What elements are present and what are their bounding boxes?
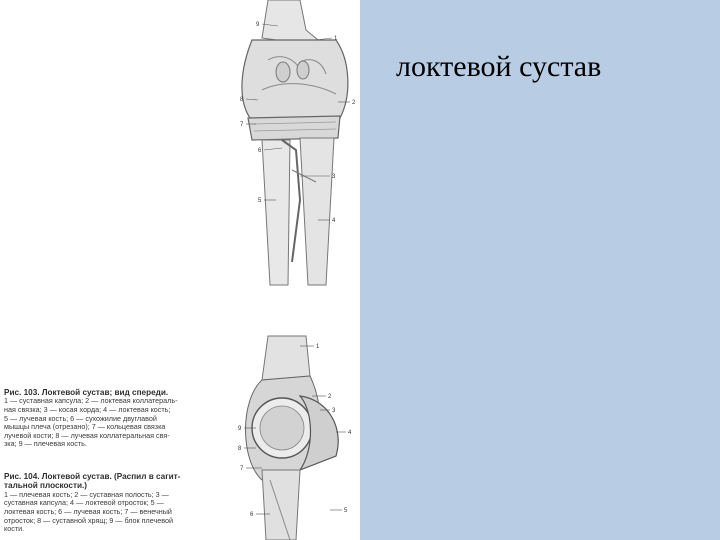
fig103-label-6: 6	[258, 148, 262, 154]
figure-104-caption	[4, 472, 236, 534]
fig103-label-9: 9	[256, 22, 260, 28]
figure-104-caption-head-cont: тальной плоскости.)	[4, 481, 88, 491]
figure-104-caption-line: 1 — плечевая кость; 2 — суставная полость; 3 —	[4, 489, 169, 499]
figure-103-caption-line: лучевой кости; 8 — лучевая коллатеральная свя-	[4, 430, 170, 440]
fig104-label-2: 2	[328, 394, 332, 400]
figure-104-caption-head: Рис. 104. Локтевой сустав. (Распил в сагит-	[4, 472, 181, 481]
figure-104-caption-line: локтевая кость; 6 — лучевая кость; 7 — венечный	[4, 507, 172, 516]
fig104-label-4: 4	[348, 430, 352, 436]
fig103-label-3: 3	[332, 174, 336, 180]
slide-title: локтевой сустав	[396, 50, 602, 83]
fig103-label-2: 2	[352, 100, 356, 106]
fig103-label-1: 1	[334, 36, 338, 42]
fig104-label-1: 1	[316, 344, 320, 350]
figure-103-caption	[4, 388, 236, 449]
figure-104-caption-line: суставная капсула; 4 — локтевой отросток; 5 —	[4, 498, 164, 508]
fig104-label-6: 6	[250, 512, 254, 518]
fig103-label-4: 4	[332, 218, 336, 224]
figure-103-caption-line: ная связка; 3 — косая хорда; 4 — локтевая кость;	[4, 405, 171, 414]
figure-103-caption-line: зка; 9 — плечевая кость.	[4, 439, 87, 449]
fig104-label-9: 9	[238, 426, 242, 432]
figure-103-caption-head: Рис. 103. Локтевой сустав; вид спереди.	[4, 388, 169, 397]
fig104-label-7: 7	[240, 466, 244, 472]
figure-103-caption-line: мышцы плеча (отрезано); 7 — кольцевая связка	[4, 422, 166, 432]
figure-104-caption-line: кости.	[4, 524, 25, 534]
fig103-label-8: 8	[240, 97, 244, 103]
fig104-label-3: 3	[332, 408, 336, 414]
fig103-label-7: 7	[240, 122, 244, 128]
figure-103-caption-line: 1 — суставная капсула; 2 — локтевая коллатераль-	[4, 396, 178, 406]
fig104-label-5: 5	[344, 508, 348, 514]
figure-104-caption-line: отросток; 8 — суставной хрящ; 9 — блок плечевой	[4, 515, 173, 525]
figure-103-caption-line: 5 — лучевая кость; 6 — сухожилие двуглавой	[4, 413, 157, 423]
fig104-label-8: 8	[238, 446, 242, 452]
fig103-label-5: 5	[258, 198, 262, 204]
